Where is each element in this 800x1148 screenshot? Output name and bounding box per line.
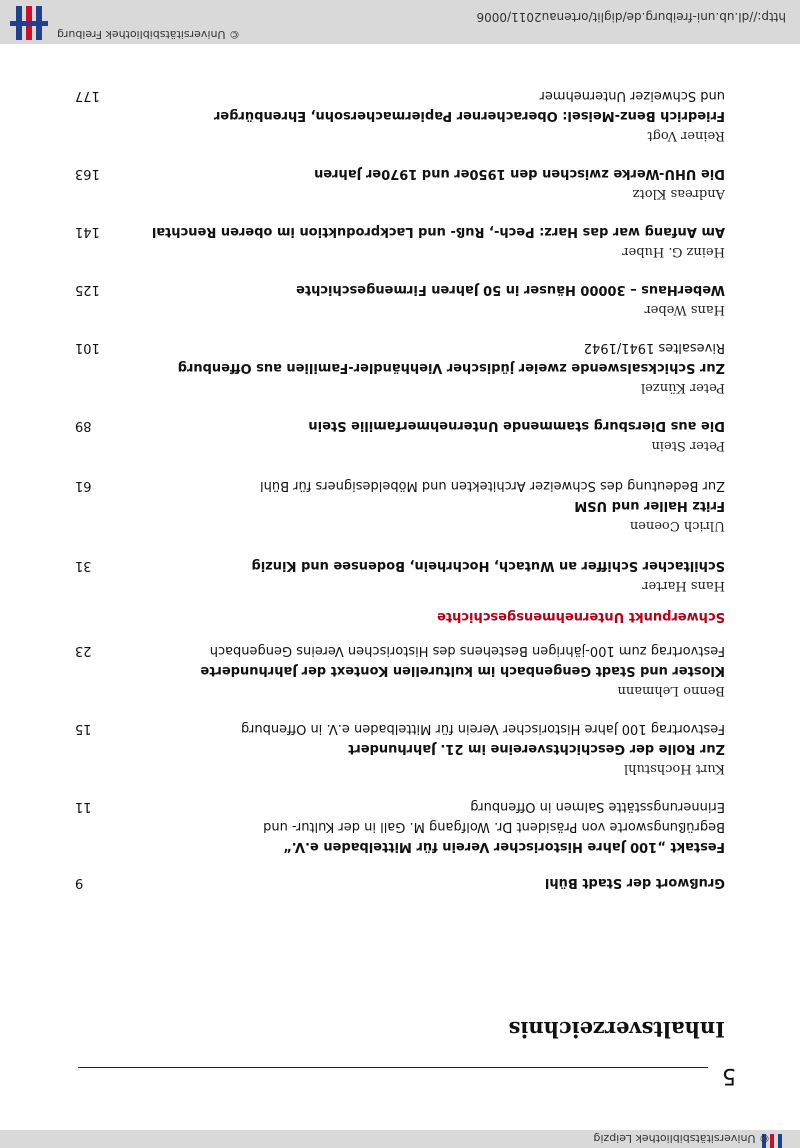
entry-subtitle: Festvortrag 100 Jahre Historischer Verein für Mittelbaden e.V. in Offenburg xyxy=(241,721,725,736)
table-of-contents xyxy=(75,85,725,910)
entry-title: Schiltacher Schiffer an Wutach, Hochrhein, Bodensee und Kinzig xyxy=(251,558,725,573)
toc-entry xyxy=(75,279,725,319)
top-copyright: © Universitätsbibliothek Leipzig xyxy=(593,1132,770,1145)
section-title: Schwerpunkt Unternehmensgeschichte xyxy=(437,609,725,624)
entry-page-number: 9 xyxy=(75,875,84,890)
entry-author: Peter Künzel xyxy=(641,380,725,395)
entry-author: Hans Harter xyxy=(642,578,725,593)
entry-title: Am Anfang war das Harz: Pech-, Ruß- und Lackproduktion im oberen Renchtal xyxy=(151,224,725,239)
toc-entry xyxy=(75,718,725,778)
page-number: 5 xyxy=(722,1063,736,1088)
toc-entry xyxy=(75,555,725,595)
entry-title: Friedrich Benz-Meisel: Oberacherner Papiermachersohn, Ehrenbürger xyxy=(213,108,725,123)
entry-subtitle: Festvortrag zum 100-jährigen Bestehens des Historischen Vereins Gengenbach xyxy=(209,643,725,658)
toc-entry xyxy=(75,85,725,145)
section-heading xyxy=(75,609,725,624)
entry-author: Benno Lehmann xyxy=(617,683,725,698)
viewer-bottom-bar xyxy=(0,0,800,44)
bottom-copyright: © Universitätsbibliothek Freiburg xyxy=(57,28,240,41)
toc-entry xyxy=(75,872,725,892)
entry-author: Hans Weber xyxy=(644,302,725,317)
entry-page-number: 177 xyxy=(75,88,100,103)
entry-title: Zur Schicksalswende zweier jüdischer Viehhändler-Familien aus Offenburg xyxy=(177,360,725,375)
entry-title: Kloster und Stadt Gengenbach im kulturellen Kontext der Jahrhunderte xyxy=(200,663,725,678)
entry-subtitle: Begrüßungsworte von Präsident Dr. Wolfgang M. Gall in der Kultur- und xyxy=(263,819,725,834)
entry-title: Die UHU-Werke zwischen den 1950er und 1970er Jahren xyxy=(314,166,725,181)
entry-page-number: 23 xyxy=(75,643,92,658)
toc-entry xyxy=(75,415,725,455)
toc-entry xyxy=(75,221,725,261)
entry-author: Peter Stein xyxy=(651,438,725,453)
entry-page-number: 163 xyxy=(75,166,100,181)
entry-title: WeberHaus – 30000 Häuser in 50 Jahren Firmengeschichte xyxy=(296,282,725,297)
page-title: Inhaltsverzeichnis xyxy=(508,1017,725,1042)
entry-subtitle: Erinnerungsstätte Salmen in Offenburg xyxy=(470,799,725,814)
entry-page-number: 15 xyxy=(75,721,92,736)
entry-title: Festakt „100 Jahre Historischer Verein für Mittelbaden e.V.“ xyxy=(283,839,725,854)
toc-entry xyxy=(75,475,725,535)
viewer-top-bar xyxy=(0,1130,800,1148)
entry-author: Andreas Klotz xyxy=(632,186,725,201)
entry-title: Grußwort der Stadt Bühl xyxy=(544,875,725,890)
entry-author: Ulrich Coenen xyxy=(629,518,725,533)
entry-title: Zur Rolle der Geschichtsvereine im 21. Jahrhundert xyxy=(348,741,725,756)
header-rule xyxy=(78,1067,708,1068)
entry-subtitle: Rivesaltes 1941/1942 xyxy=(583,340,725,355)
entry-author: Kurt Hochstuhl xyxy=(624,761,725,776)
entry-author: Reiner Vogt xyxy=(647,128,725,143)
entry-title: Die aus Diersburg stammende Unternehmerfamilie Stein xyxy=(308,418,725,433)
entry-page-number: 11 xyxy=(75,799,92,814)
entry-title: Fritz Haller und USM xyxy=(574,498,725,513)
entry-page-number: 89 xyxy=(75,418,92,433)
toc-entry xyxy=(75,337,725,397)
university-logo-icon xyxy=(10,6,48,40)
entry-page-number: 31 xyxy=(75,558,92,573)
toc-entry xyxy=(75,796,725,856)
entry-author: Heinz G. Huber xyxy=(622,244,725,259)
source-url-link[interactable]: http://dl.ub.uni-freiburg.de/diglit/ortenau2011/0006 xyxy=(476,10,786,24)
entry-subtitle: Zur Bedeutung des Schweizer Architekten und Möbeldesigners für Bühl xyxy=(260,478,725,493)
entry-page-number: 61 xyxy=(75,478,92,493)
entry-page-number: 101 xyxy=(75,340,100,355)
entry-subtitle: und Schweizer Unternehmer xyxy=(539,88,725,103)
entry-page-number: 125 xyxy=(75,282,100,297)
toc-entry xyxy=(75,640,725,700)
toc-entry xyxy=(75,163,725,203)
entry-page-number: 141 xyxy=(75,224,100,239)
